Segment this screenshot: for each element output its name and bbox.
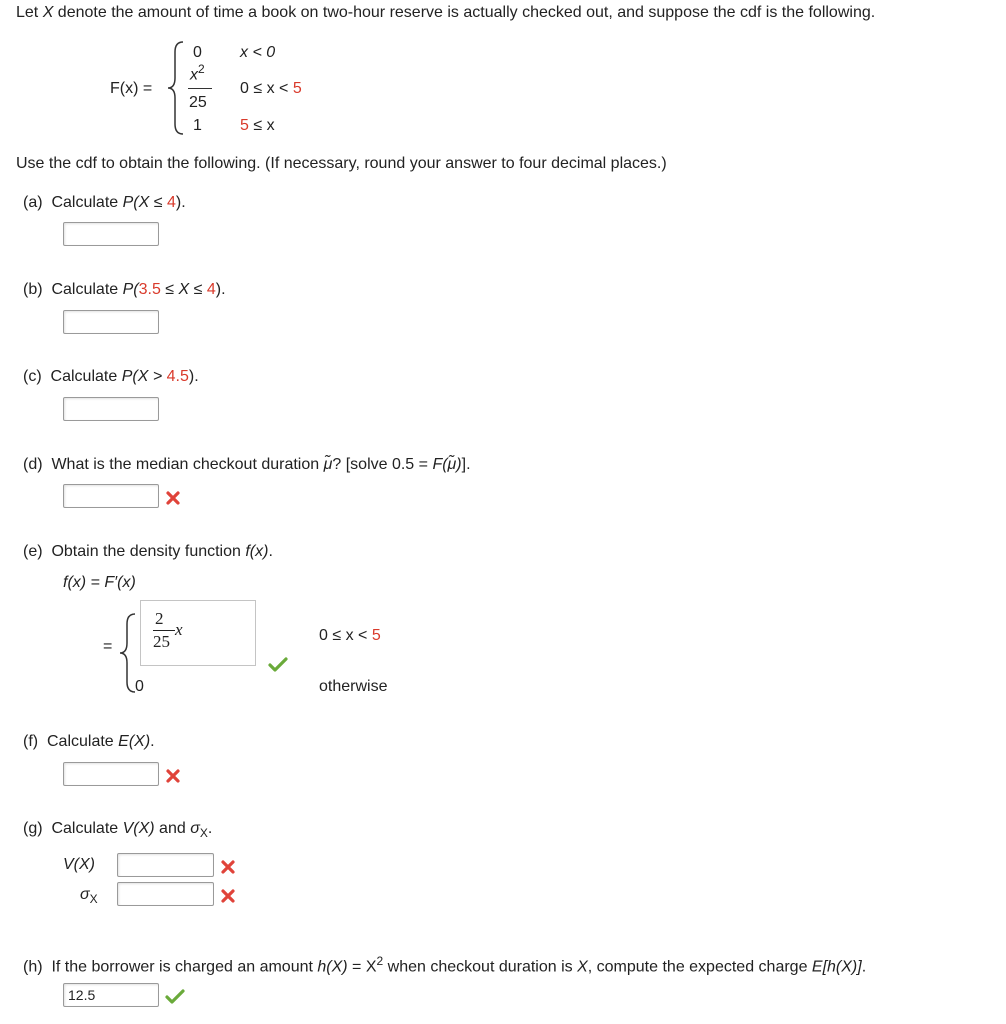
cdf-lhs: F(x) = [110,80,153,97]
part-b-answer-input[interactable] [63,310,159,334]
part-e-correct-icon [268,656,288,672]
part-e-condition-2: otherwise [319,678,388,695]
cdf-brace [166,40,186,136]
cdf-row2-numerator: $x^2$ [190,62,205,84]
part-h-answer-input[interactable] [63,983,159,1007]
part-e-derivative-line: f(x) = F′(x) [63,574,136,591]
part-e-fraction-bar [153,630,175,631]
cdf-row2-cond: 0 ≤ x < 5 [240,80,302,97]
part-d-question: (d) What is the median checkout duration μ̃? [solve 0.5 = F(μ̃)]. [23,456,471,473]
part-c-answer-input[interactable] [63,397,159,421]
part-c-question: (c) Calculate P(X > 4.5). [23,368,199,385]
part-h-correct-icon [165,988,185,1004]
part-e-question: (e) Obtain the density function f(x). [23,543,273,560]
cdf-row1-cond: x < 0 [240,44,276,61]
part-b-question: (b) Calculate P(3.5 ≤ X ≤ 4). [23,281,226,298]
part-a-question: (a) Calculate P(X ≤ 4). [23,194,186,211]
part-g-sigma-input[interactable] [117,882,214,906]
part-f-incorrect-icon [165,768,181,784]
intro-text: Let X denote the amount of time a book on two-hour reserve is actually checked out, and suppose the cdf is the following. [16,4,876,21]
part-g-sigma-label: $\sigma_X$ [80,886,98,907]
part-e-fraction-numerator: 2 [155,609,164,628]
part-g-variance-input[interactable] [117,853,214,877]
part-g-variance-label: V(X) [63,856,95,873]
part-g-question: (g) Calculate V(X) and $\sigma_X$. [23,820,213,841]
part-a-answer-input[interactable] [63,222,159,246]
part-e-zero: 0 [135,678,144,695]
part-e-fraction-denominator: 25 [153,632,170,651]
part-h-question: (h) If the borrower is charged an amount $h(X) = X^2$ when checkout duration is X, compute the expected charge E[h(X)]. [23,954,867,976]
cdf-row1-value: 0 [193,44,202,61]
part-e-equals: = [103,638,113,655]
cdf-row3-value: 1 [193,117,202,134]
cdf-row2-denominator: 25 [189,94,207,111]
part-g-sigma-incorrect-icon [220,888,236,904]
cdf-row3-cond: 5 ≤ x [240,117,275,134]
instructions: Use the cdf to obtain the following. (If necessary, round your answer to four decimal places.) [16,155,667,172]
part-e-fraction-variable: x [175,620,183,639]
part-e-condition-1: 0 ≤ x < 5 [319,627,381,644]
part-d-incorrect-icon [165,490,181,506]
part-g-variance-incorrect-icon [220,859,236,875]
part-f-answer-input[interactable] [63,762,159,786]
part-e-answer-box[interactable] [140,600,256,666]
cdf-fraction-bar [188,88,212,89]
part-f-question: (f) Calculate E(X). [23,733,155,750]
part-d-answer-input[interactable] [63,484,159,508]
